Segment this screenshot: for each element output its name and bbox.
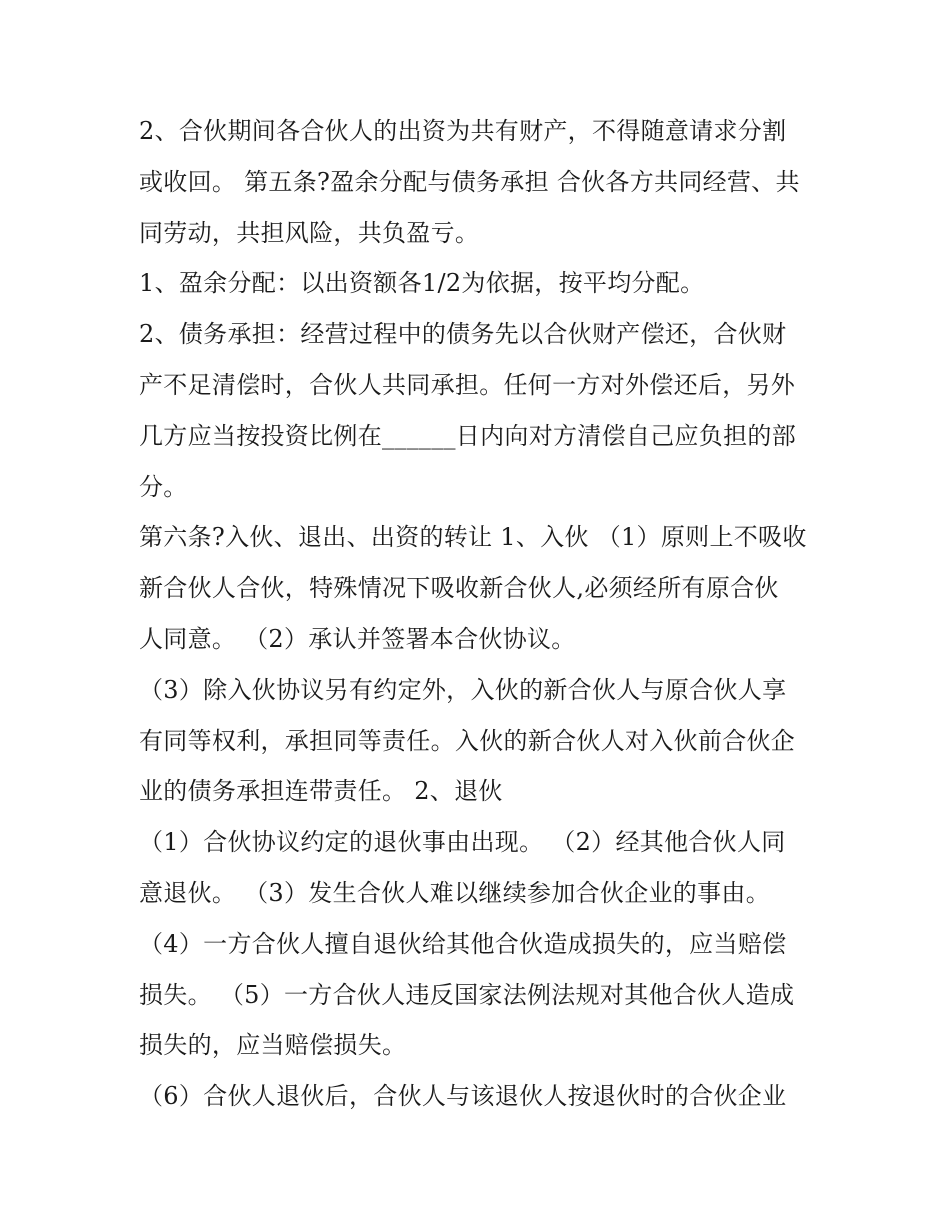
text-line: 损失。 （5）一方合伙人违反国家法例法规对其他合伙人造成	[139, 980, 795, 1009]
text-line: 1、盈余分配：以出资额各1/2为依据，按平均分配。	[139, 269, 705, 298]
text-line: 分。	[139, 472, 188, 501]
text-line: 业的债务承担连带责任。 2、退伙	[139, 777, 503, 806]
text-line: 2、债务承担：经营过程中的债务先以合伙财产偿还，合伙财	[139, 320, 787, 349]
text-line: 有同等权利，承担同等责任。入伙的新合伙人对入伙前合伙企	[139, 726, 796, 755]
text-line: （4）一方合伙人擅自退伙给其他合伙造成损失的，应当赔偿	[139, 929, 787, 958]
text-line: 几方应当按投资比例在______日内向对方清偿自己应负担的部	[139, 421, 796, 450]
text-line: 意退伙。 （3）发生合伙人难以继续参加合伙企业的事由。	[139, 878, 770, 907]
text-line: （6）合伙人退伙后，合伙人与该退伙人按退伙时的合伙企业	[139, 1082, 787, 1111]
text-line: 人同意。 （2）承认并签署本合伙协议。	[139, 624, 576, 653]
text-line: 损失的，应当赔偿损失。	[139, 1031, 407, 1060]
text-line: 第六条?入伙、退出、出资的转让 1、入伙 （1）原则上不吸收	[139, 523, 807, 552]
document-body	[139, 106, 819, 1122]
text-line: 2、合伙期间各合伙人的出资为共有财产，不得随意请求分割	[139, 117, 787, 145]
text-line: 同劳动，共担风险，共负盈亏。	[139, 218, 480, 247]
text-line: （3）除入伙协议另有约定外，入伙的新合伙人与原合伙人享	[139, 675, 787, 704]
text-line: 新合伙人合伙，特殊情况下吸收新合伙人,必须经所有原合伙	[139, 574, 779, 603]
text-line: 或收回。 第五条?盈余分配与债务承担 合伙各方共同经营、共	[139, 167, 800, 196]
text-line: （1）合伙协议约定的退伙事由出现。 （2）经其他合伙人同	[139, 828, 786, 857]
text-line: 产不足清偿时，合伙人共同承担。任何一方对外偿还后，另外	[139, 370, 796, 399]
